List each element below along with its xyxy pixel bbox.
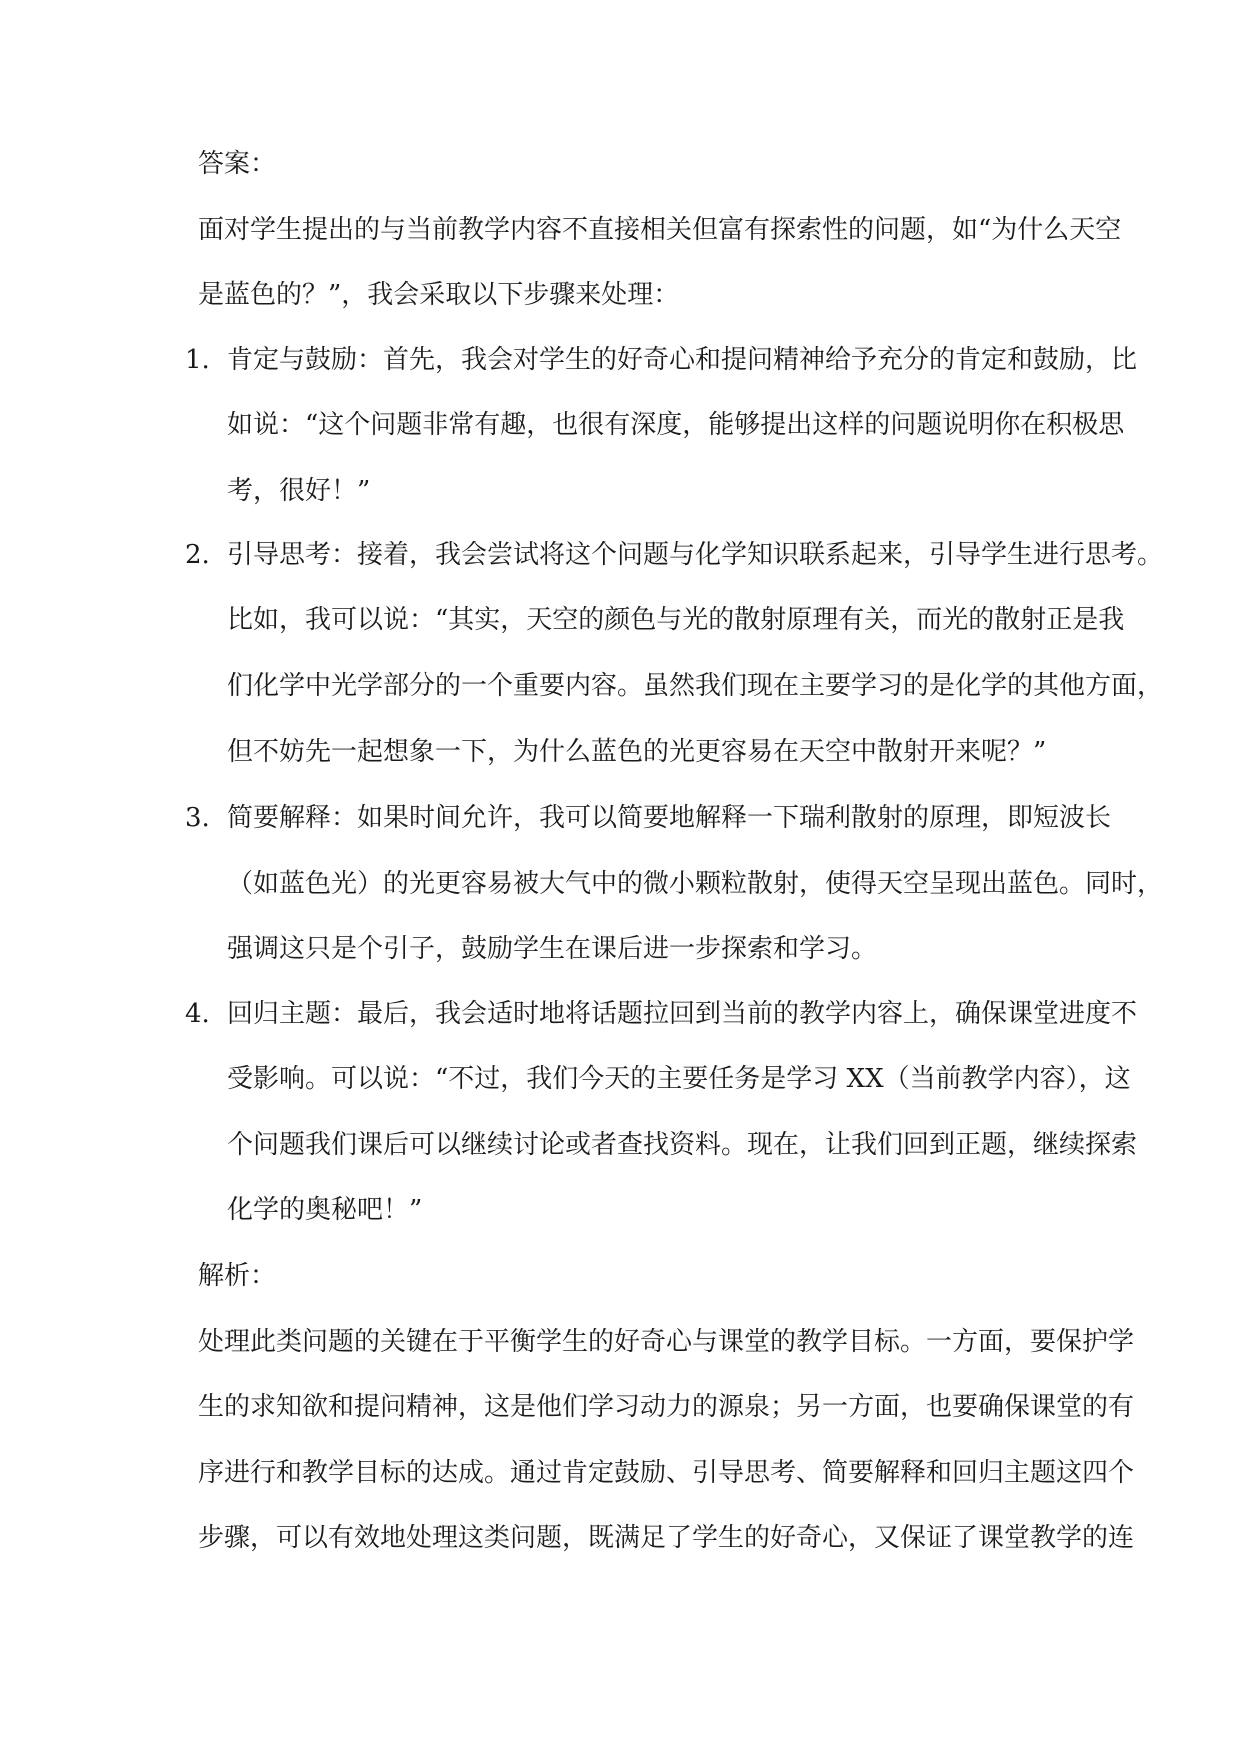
answer-label: 答案： (198, 149, 277, 179)
list-item-3-line-3: 强调这只是个引子，鼓励学生在课后进一步探索和学习。 (227, 934, 878, 964)
list-item-4-line-3: 个问题我们课后可以继续讨论或者查找资料。现在，让我们回到正题，继续探索 (227, 1130, 1138, 1160)
list-item-1-line-3: 考，很好！” (227, 476, 371, 506)
list-item-4-line-4: 化学的奥秘吧！” (227, 1195, 423, 1225)
analysis-line-1: 处理此类问题的关键在于平衡学生的好奇心与课堂的教学目标。一方面，要保护学 (198, 1327, 1135, 1357)
list-item-number-4: 4. (185, 999, 210, 1029)
list-item-1-line-1: 肯定与鼓励：首先，我会对学生的好奇心和提问精神给予充分的肯定和鼓励，比 (227, 345, 1138, 375)
analysis-label: 解析： (198, 1261, 277, 1291)
list-item-2-line-3: 们化学中光学部分的一个重要内容。虽然我们现在主要学习的是化学的其他方面， (227, 671, 1164, 701)
list-item-number-3: 3. (185, 803, 210, 833)
list-item-4-line-1: 回归主题：最后，我会适时地将话题拉回到当前的教学内容上，确保课堂进度不 (227, 999, 1138, 1029)
list-item-number-1: 1. (185, 345, 210, 375)
analysis-line-2: 生的求知欲和提问精神，这是他们学习动力的源泉；另一方面，也要确保课堂的有 (198, 1392, 1135, 1422)
list-item-2-line-1: 引导思考：接着，我会尝试将这个问题与化学知识联系起来，引导学生进行思考。 (227, 540, 1164, 570)
list-item-1-line-2: 如说：“这个问题非常有趣，也很有深度，能够提出这样的问题说明你在积极思 (227, 410, 1125, 440)
intro-line-2: 是蓝色的？”，我会采取以下步骤来处理： (198, 280, 680, 310)
list-item-2-line-2: 比如，我可以说：“其实，天空的颜色与光的散射原理有关，而光的散射正是我 (227, 605, 1125, 635)
intro-line-1: 面对学生提出的与当前教学内容不直接相关但富有探索性的问题，如“为什么天空 (198, 215, 1122, 245)
list-item-4-line-2: 受影响。可以说：“不过，我们今天的主要任务是学习 XX（当前教学内容），这 (227, 1064, 1131, 1094)
list-item-number-2: 2. (185, 540, 210, 570)
analysis-line-3: 序进行和教学目标的达成。通过肯定鼓励、引导思考、简要解释和回归主题这四个 (198, 1458, 1135, 1488)
list-item-3-line-2: （如蓝色光）的光更容易被大气中的微小颗粒散射，使得天空呈现出蓝色。同时， (227, 869, 1164, 899)
list-item-3-line-1: 简要解释：如果时间允许，我可以简要地解释一下瑞利散射的原理，即短波长 (227, 803, 1112, 833)
list-item-2-line-4: 但不妨先一起想象一下，为什么蓝色的光更容易在天空中散射开来呢？” (227, 737, 1047, 767)
analysis-line-4: 步骤，可以有效地处理这类问题，既满足了学生的好奇心，又保证了课堂教学的连 (198, 1523, 1135, 1553)
